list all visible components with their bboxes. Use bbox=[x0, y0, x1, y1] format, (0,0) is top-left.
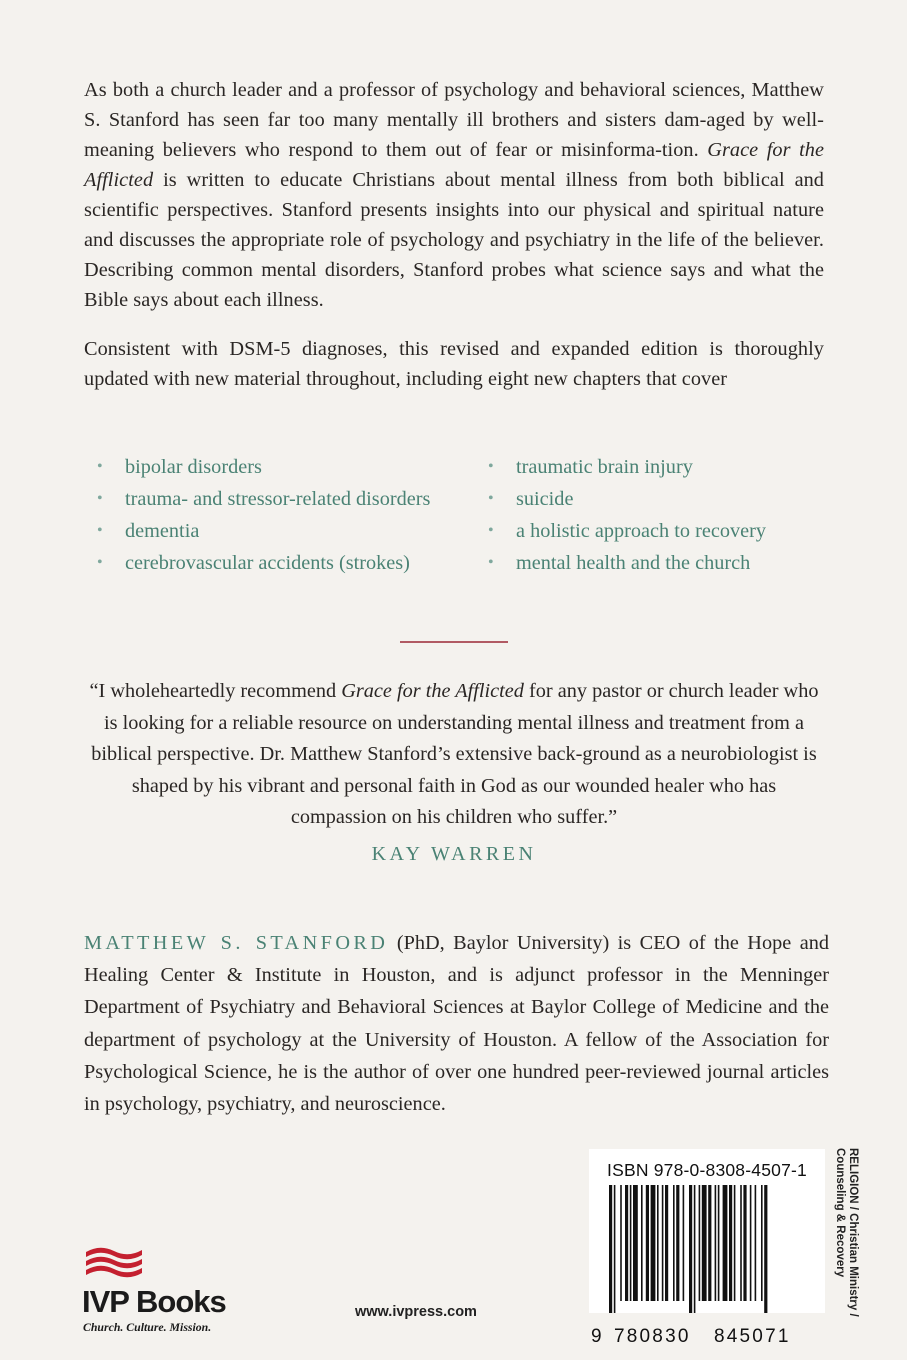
barcode-bar bbox=[683, 1185, 685, 1301]
barcode-bar bbox=[673, 1185, 675, 1301]
barcode-bar bbox=[646, 1185, 649, 1301]
publisher-website: www.ivpress.com bbox=[355, 1304, 477, 1320]
list-item: • mental health and the church bbox=[488, 547, 828, 579]
list-item: • bipolar disorders bbox=[97, 451, 457, 483]
section-divider bbox=[400, 641, 508, 643]
quote-text-b: for any pastor or church leader who is looking for a reliable resource on understanding mental illness and treatment from a biblical perspective. Dr. Matthew Stanford’s extensive back-ground as a neurobiologist is shaped by his vibrant and personal faith in God as our wounded healer who has compassion on his children who suffer.” bbox=[91, 680, 819, 828]
quote-text-a: “I wholeheartedly recommend bbox=[89, 680, 337, 702]
chapter-list-right bbox=[488, 451, 828, 579]
description-paragraph-1 bbox=[84, 75, 824, 315]
book-title-italic: Grace for the Afflicted bbox=[84, 139, 824, 191]
barcode-bar bbox=[620, 1185, 622, 1301]
barcode-bar bbox=[729, 1185, 732, 1301]
list-item: • cerebrovascular accidents (strokes) bbox=[97, 547, 457, 579]
barcode-bar bbox=[723, 1185, 728, 1301]
barcode-bar bbox=[764, 1185, 767, 1313]
chapter-list-left bbox=[97, 451, 457, 579]
barcode-bar bbox=[625, 1185, 628, 1301]
barcode-digit-first: 9 bbox=[591, 1326, 604, 1347]
barcode-bar bbox=[699, 1185, 701, 1301]
barcode-bar bbox=[761, 1185, 763, 1301]
barcode-bar bbox=[633, 1185, 638, 1301]
barcode-bar bbox=[715, 1185, 717, 1301]
barcode-bar bbox=[662, 1185, 664, 1301]
endorsement-attribution: KAY WARREN bbox=[371, 843, 537, 865]
barcode-bar bbox=[665, 1185, 668, 1301]
barcode-bar bbox=[734, 1185, 736, 1301]
description-text-1a: As both a church leader and a professor of psychology and behavioral sciences, Matthew S. Stanford has seen far too many mentally ill brothers and sisters dam-aged by well-meaning believers who respond to them out of fear or misinforma-tion. bbox=[84, 79, 824, 161]
barcode-bar bbox=[676, 1185, 679, 1301]
author-name: MATTHEW S. STANFORD bbox=[84, 932, 389, 954]
barcode-icon bbox=[589, 1185, 825, 1313]
list-item: • dementia bbox=[97, 515, 457, 547]
barcode-bar bbox=[657, 1185, 659, 1301]
barcode-bar bbox=[743, 1185, 746, 1301]
barcode-bar bbox=[750, 1185, 752, 1301]
list-item: • traumatic brain injury bbox=[488, 451, 828, 483]
isbn-label: ISBN 978-0-8308-4507-1 bbox=[607, 1160, 807, 1180]
description-paragraph-2: Consistent with DSM-5 diagnoses, this revised and expanded edition is thoroughly updated with new material throughout, including eight new chapters that cover bbox=[84, 338, 824, 390]
description-text-1b: is written to educate Christians about mental illness from both biblical and scientific perspectives. Stanford presents insights into our physical and spiritual nature and discusses the appropriate role of psychology and psychiatry in the life of the believer. Describing common mental disorders, Stanford probes what science says and what the Bible says about each illness. bbox=[84, 169, 824, 311]
author-bio-text: (PhD, Baylor University) is CEO of the Hope and Healing Center & Institute in Houston, and is adjunct professor in the Menninger Department of Psychiatry and Behavioral Sciences at Baylor College of Medicine and the department of psychology at the University of Houston. A fellow of the Association for Psychological Science, he is the author of over one hundred peer-reviewed journal articles in psychology, psychiatry, and neuroscience. bbox=[84, 932, 829, 1116]
quote-book-title: Grace for the Afflicted bbox=[341, 680, 524, 702]
barcode-bar bbox=[651, 1185, 656, 1301]
barcode-bar bbox=[614, 1185, 616, 1313]
barcode-digits-left: 780830 bbox=[614, 1326, 691, 1347]
category-line-1: RELIGION / Christian Ministry / bbox=[847, 1148, 859, 1317]
barcode-box bbox=[589, 1149, 825, 1313]
list-item: • trauma- and stressor-related disorders bbox=[97, 483, 457, 515]
flag-icon bbox=[84, 1240, 144, 1282]
category-line-2: Counseling & Recovery bbox=[834, 1148, 846, 1278]
list-item: • suicide bbox=[488, 483, 828, 515]
barcode-bar bbox=[609, 1185, 612, 1313]
barcode-bar bbox=[689, 1185, 692, 1313]
category-label bbox=[833, 1148, 859, 1317]
barcode-bar bbox=[641, 1185, 643, 1301]
barcode-bar bbox=[630, 1185, 632, 1301]
barcode-bar bbox=[740, 1185, 742, 1301]
barcode-bar bbox=[755, 1185, 757, 1301]
barcode-bar bbox=[708, 1185, 711, 1301]
endorsement-quote bbox=[84, 676, 824, 834]
author-bio bbox=[84, 927, 829, 1120]
barcode-bar bbox=[702, 1185, 707, 1301]
barcode-digits-right: 845071 bbox=[714, 1326, 791, 1347]
publisher-logo bbox=[80, 1240, 240, 1334]
publisher-tagline: Church. Culture. Mission. bbox=[83, 1320, 212, 1334]
list-item: • a holistic approach to recovery bbox=[488, 515, 828, 547]
publisher-name: IVP Books bbox=[82, 1284, 226, 1319]
barcode-bar bbox=[694, 1185, 696, 1313]
barcode-bar bbox=[718, 1185, 720, 1301]
